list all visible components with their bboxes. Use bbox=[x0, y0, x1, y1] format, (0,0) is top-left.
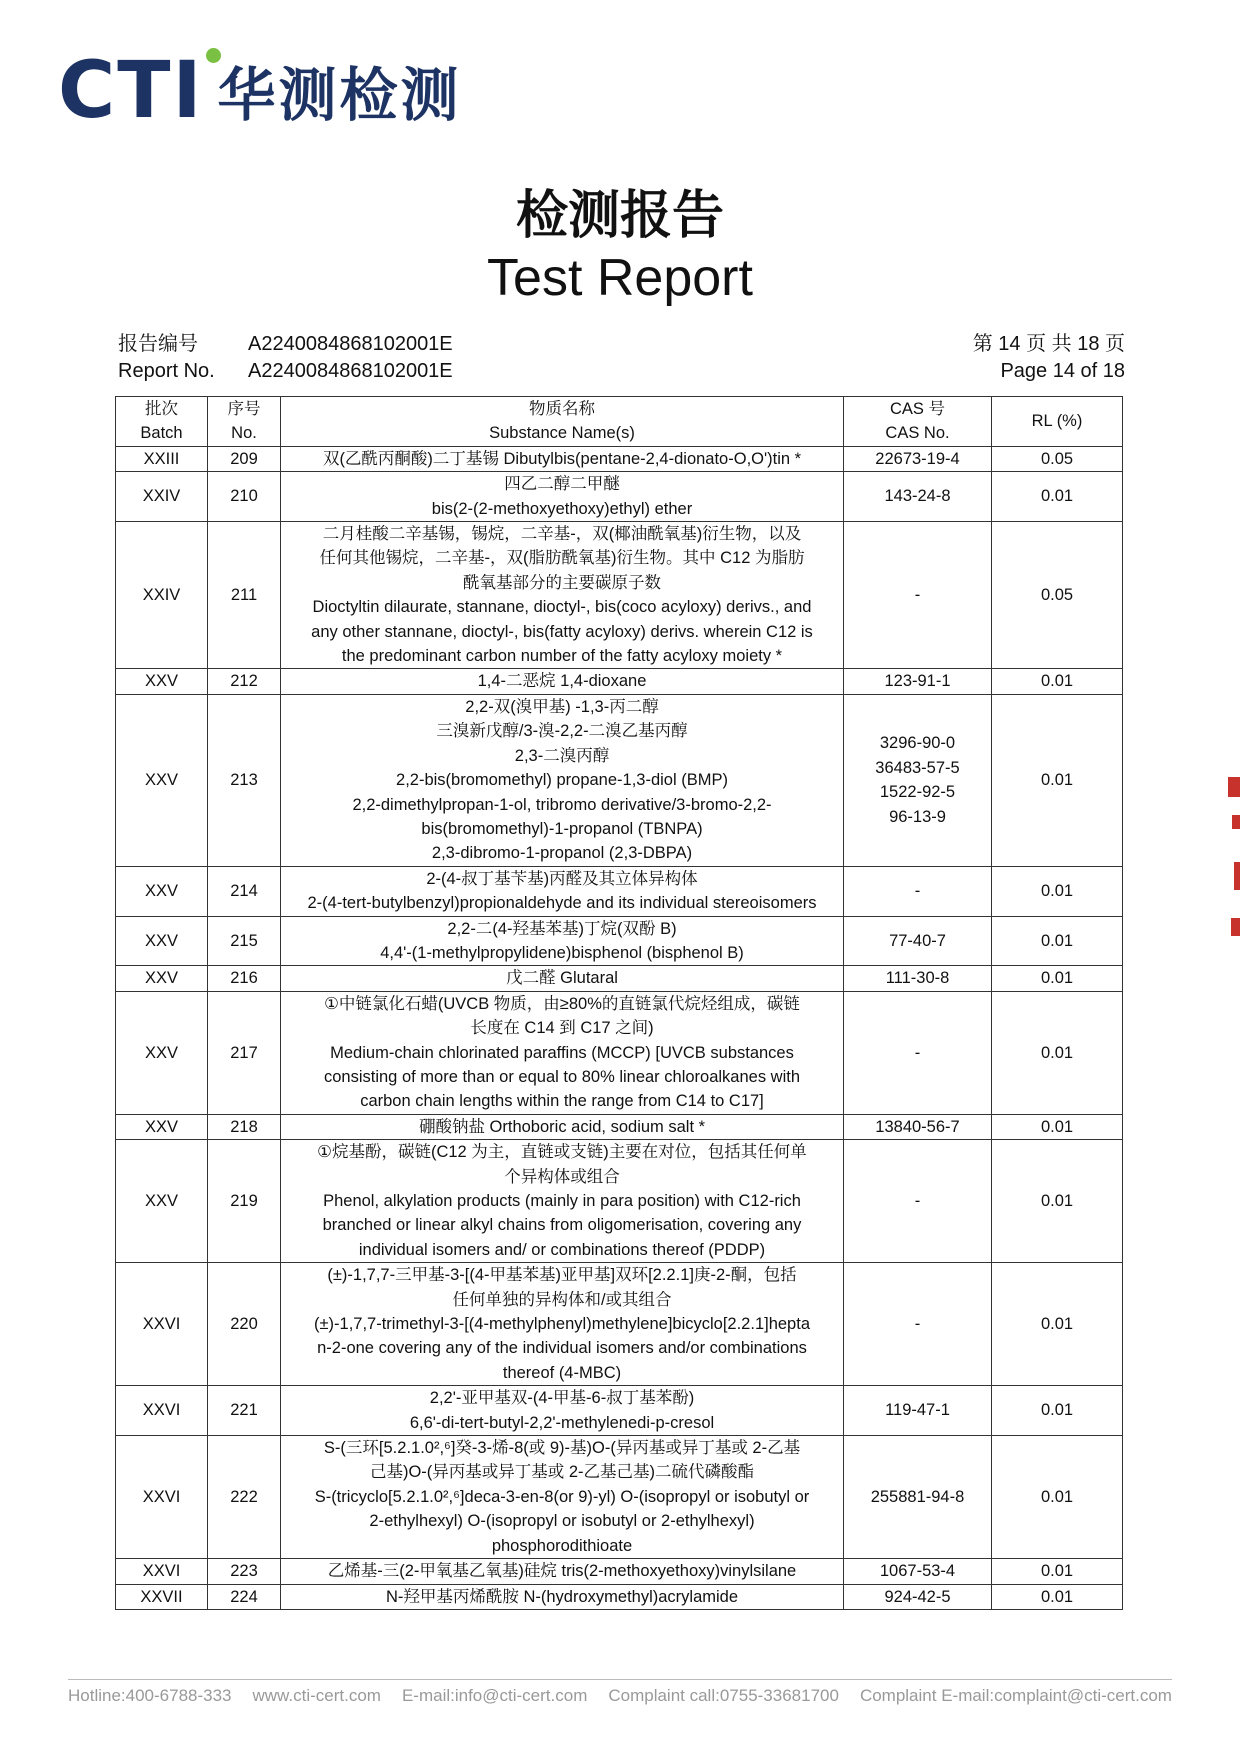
header-cas bbox=[844, 397, 992, 447]
cas-cell bbox=[844, 966, 992, 991]
no-cell: 214 bbox=[208, 866, 281, 916]
substance-line: 双(乙酰丙酮酸)二丁基锡 Dibutylbis(pentane-2,4-dionato-O,O')tin * bbox=[322, 449, 802, 468]
substance-line: 2,2'-亚甲基双-(4-甲基-6-叔丁基苯酚) bbox=[429, 1389, 695, 1408]
substance-line: 2,2-bis(bromomethyl) propane-1,3-diol (BMP) bbox=[396, 771, 728, 790]
cas-number: 36483-57-5 bbox=[875, 758, 960, 777]
table-row bbox=[116, 916, 1123, 966]
rl-cell: 0.01 bbox=[992, 1436, 1123, 1559]
cas-cell bbox=[844, 1584, 992, 1609]
cas-cell bbox=[844, 1559, 992, 1584]
report-number-block bbox=[118, 331, 453, 385]
substance-cell bbox=[281, 669, 844, 694]
substance-line: 戊二醛 Glutaral bbox=[506, 969, 618, 988]
rl-cell: 0.01 bbox=[992, 694, 1123, 866]
rl-cell: 0.01 bbox=[992, 991, 1123, 1114]
substance-line: bis(bromomethyl)-1-propanol (TBNPA) bbox=[421, 819, 703, 838]
batch-cell: XXIII bbox=[116, 446, 208, 471]
footer-website[interactable]: www.cti-cert.com bbox=[252, 1686, 381, 1705]
header-batch-en: Batch bbox=[140, 424, 183, 443]
cas-number: 1067-53-4 bbox=[879, 1562, 956, 1581]
substance-line: 2,3-dibromo-1-propanol (2,3-DBPA) bbox=[431, 844, 693, 863]
substance-line: Phenol, alkylation products (mainly in para position) with C12-rich bbox=[323, 1192, 801, 1210]
report-label-en: Report No. bbox=[118, 360, 215, 382]
batch-cell: XXVI bbox=[116, 1263, 208, 1386]
substance-cell bbox=[281, 1584, 844, 1609]
header-no bbox=[208, 397, 281, 447]
page-cn: 第 14 页 共 18 页 bbox=[972, 333, 1125, 355]
substance-cell bbox=[281, 991, 844, 1114]
cas-cell bbox=[844, 1140, 992, 1263]
substance-line: 任何单独的异构体和/或其组合 bbox=[452, 1290, 672, 1309]
table-row bbox=[116, 1114, 1123, 1139]
cas-number: - bbox=[914, 1192, 921, 1210]
substance-line: individual isomers and/ or combinations thereof (PDDP) bbox=[358, 1240, 766, 1259]
cas-cell bbox=[844, 694, 992, 866]
rl-cell: 0.01 bbox=[992, 1140, 1123, 1263]
table-row bbox=[116, 694, 1123, 866]
substance-line: Dioctyltin dilaurate, stannane, dioctyl-, bis(coco acyloxy) derivs., and bbox=[312, 598, 812, 617]
table-row bbox=[116, 1386, 1123, 1436]
substance-line: any other stannane, dioctyl-, bis(fatty acyloxy) derivs. wherein C12 is bbox=[311, 622, 813, 641]
batch-cell: XXIV bbox=[116, 522, 208, 669]
footer-divider bbox=[68, 1679, 1172, 1680]
substance-line: 1,4-二恶烷 1,4-dioxane bbox=[477, 672, 647, 691]
header-cas-en: CAS No. bbox=[885, 424, 950, 443]
cas-number: - bbox=[914, 1315, 921, 1334]
substance-line: 酰氧基部分的主要碳原子数 bbox=[463, 573, 661, 592]
substance-cell bbox=[281, 966, 844, 991]
table-body bbox=[116, 446, 1123, 1609]
rl-cell: 0.01 bbox=[992, 1559, 1123, 1584]
no-cell: 221 bbox=[208, 1386, 281, 1436]
substance-line: (±)-1,7,7-三甲基-3-[(4-甲基苯基)亚甲基]双环[2.2.1]庚-2-酮，包括 bbox=[327, 1266, 797, 1285]
no-cell: 216 bbox=[208, 966, 281, 991]
seal-stamp-fragment bbox=[1234, 862, 1240, 890]
cas-number: - bbox=[914, 881, 921, 900]
footer bbox=[68, 1686, 1172, 1706]
table-row bbox=[116, 1140, 1123, 1263]
cas-number: 111-30-8 bbox=[885, 969, 950, 988]
substance-line: carbon chain lengths within the range from C14 to C17] bbox=[360, 1092, 764, 1111]
table-row bbox=[116, 446, 1123, 471]
substance-line: 二月桂酸二辛基锡，锡烷，二辛基-，双(椰油酰氧基)衍生物，以及 bbox=[322, 525, 802, 544]
cas-number: 143-24-8 bbox=[884, 487, 951, 506]
cas-cell bbox=[844, 472, 992, 522]
logo-chinese: 华测检测 bbox=[217, 61, 462, 129]
substance-line: 乙烯基-三(2-甲氧基乙氧基)硅烷 tris(2-methoxyethoxy)vinylsilane bbox=[327, 1562, 797, 1581]
cas-cell bbox=[844, 1263, 992, 1386]
substance-cell bbox=[281, 446, 844, 471]
footer-email[interactable]: E-mail:info@cti-cert.com bbox=[401, 1686, 588, 1705]
cas-cell bbox=[844, 446, 992, 471]
footer-hotline: Hotline:400-6788-333 bbox=[68, 1686, 232, 1705]
substance-line: 2-(4-tert-butylbenzyl)propionaldehyde and its individual stereoisomers bbox=[307, 894, 817, 913]
substance-line: thereof (4-MBC) bbox=[502, 1363, 622, 1382]
header-substance-cn: 物质名称 bbox=[529, 400, 595, 418]
batch-cell: XXV bbox=[116, 1140, 208, 1263]
cas-number: 77-40-7 bbox=[889, 931, 946, 950]
footer-complaint-email[interactable]: Complaint E-mail:complaint@cti-cert.com bbox=[859, 1686, 1172, 1705]
rl-cell: 0.01 bbox=[992, 866, 1123, 916]
batch-cell: XXIV bbox=[116, 472, 208, 522]
no-cell: 210 bbox=[208, 472, 281, 522]
cas-number: 123-91-1 bbox=[884, 672, 951, 691]
table-row bbox=[116, 522, 1123, 669]
substance-line: 己基)O-(异丙基或异丁基或 2-乙基己基)二硫代磷酸酯 bbox=[369, 1463, 755, 1482]
substance-line: ①中链氯化石蜡(UVCB 物质，由≥80%的直链氯代烷烃组成，碳链 bbox=[324, 994, 800, 1013]
no-cell: 223 bbox=[208, 1559, 281, 1584]
header-cas-cn: CAS 号 bbox=[889, 400, 945, 418]
header-no-en: No. bbox=[231, 424, 257, 443]
seal-stamp-fragment bbox=[1228, 777, 1240, 797]
seal-stamp-fragment bbox=[1231, 918, 1240, 936]
substance-line: n-2-one covering any of the individual isomers and/or combinations bbox=[317, 1339, 807, 1358]
substance-cell bbox=[281, 1386, 844, 1436]
substance-line: 个异构体或组合 bbox=[504, 1167, 620, 1186]
table-row bbox=[116, 1263, 1123, 1386]
substance-cell bbox=[281, 1114, 844, 1139]
no-cell: 213 bbox=[208, 694, 281, 866]
cas-number: 3296-90-0 bbox=[879, 734, 956, 753]
table-row bbox=[116, 472, 1123, 522]
substance-line: 硼酸钠盐 Orthoboric acid, sodium salt * bbox=[418, 1117, 706, 1136]
header-substance-en: Substance Name(s) bbox=[489, 424, 635, 443]
substance-line: S-(tricyclo[5.2.1.0²,⁶]deca-3-en-8(or 9)-yl) O-(isopropyl or isobutyl or bbox=[314, 1487, 810, 1506]
rl-cell: 0.01 bbox=[992, 916, 1123, 966]
substance-cell bbox=[281, 1559, 844, 1584]
table-row bbox=[116, 966, 1123, 991]
no-cell: 211 bbox=[208, 522, 281, 669]
substance-line: the predominant carbon number of the fatty acyloxy moiety * bbox=[341, 647, 783, 666]
substance-line: Medium-chain chlorinated paraffins (MCCP) [UVCB substances bbox=[330, 1043, 794, 1062]
substance-line: 2-(4-叔丁基苄基)丙醛及其立体异构体 bbox=[426, 869, 698, 888]
substance-line: branched or linear alkyl chains from oligomerisation, covering any bbox=[322, 1216, 802, 1235]
rl-cell: 0.05 bbox=[992, 522, 1123, 669]
seal-stamp-fragment bbox=[1232, 815, 1240, 829]
substance-cell bbox=[281, 866, 844, 916]
substance-line: 2,2-dimethylpropan-1-ol, tribromo derivative/3-bromo-2,2- bbox=[352, 795, 772, 814]
rl-cell: 0.01 bbox=[992, 472, 1123, 522]
substance-line: 2,3-二溴丙醇 bbox=[514, 746, 610, 765]
no-cell: 212 bbox=[208, 669, 281, 694]
cas-cell bbox=[844, 522, 992, 669]
cas-cell bbox=[844, 1114, 992, 1139]
batch-cell: XXV bbox=[116, 866, 208, 916]
rl-cell: 0.01 bbox=[992, 1114, 1123, 1139]
table-header-row bbox=[116, 397, 1123, 447]
page-en: Page 14 of 18 bbox=[1000, 360, 1125, 382]
no-cell: 222 bbox=[208, 1436, 281, 1559]
page-indicator bbox=[973, 331, 1125, 385]
table-row bbox=[116, 1436, 1123, 1559]
substance-cell bbox=[281, 1436, 844, 1559]
no-cell: 217 bbox=[208, 991, 281, 1114]
cas-number: 96-13-9 bbox=[889, 807, 946, 826]
batch-cell: XXV bbox=[116, 669, 208, 694]
substance-line: 4,4'-(1-methylpropylidene)bisphenol (bisphenol B) bbox=[380, 943, 744, 962]
substance-cell bbox=[281, 1263, 844, 1386]
cas-cell bbox=[844, 866, 992, 916]
substance-cell bbox=[281, 694, 844, 866]
substance-cell bbox=[281, 916, 844, 966]
rl-cell: 0.01 bbox=[992, 966, 1123, 991]
table-row bbox=[116, 1584, 1123, 1609]
cas-number: 255881-94-8 bbox=[870, 1487, 965, 1506]
report-number-cn: A2240084868102001E bbox=[248, 333, 453, 355]
batch-cell: XXV bbox=[116, 916, 208, 966]
substance-line: 2,2-双(溴甲基) -1,3-丙二醇 bbox=[465, 697, 659, 716]
substance-cell bbox=[281, 472, 844, 522]
no-cell: 220 bbox=[208, 1263, 281, 1386]
batch-cell: XXV bbox=[116, 966, 208, 991]
table-row bbox=[116, 866, 1123, 916]
batch-cell: XXVI bbox=[116, 1436, 208, 1559]
no-cell: 219 bbox=[208, 1140, 281, 1263]
cas-number: 13840-56-7 bbox=[875, 1117, 960, 1136]
header-rl: RL (%) bbox=[992, 397, 1123, 447]
cas-number: 22673-19-4 bbox=[875, 449, 960, 468]
cas-number: 1522-92-5 bbox=[879, 783, 956, 802]
no-cell: 224 bbox=[208, 1584, 281, 1609]
logo-brand: CTI bbox=[58, 46, 204, 136]
cas-number: 119-47-1 bbox=[885, 1401, 950, 1420]
batch-cell: XXVI bbox=[116, 1559, 208, 1584]
substance-line: 四乙二醇二甲醚 bbox=[504, 475, 620, 494]
table-row bbox=[116, 1559, 1123, 1584]
substance-line: N-羟甲基丙烯酰胺 N-(hydroxymethyl)acrylamide bbox=[385, 1587, 739, 1606]
title-english: Test Report bbox=[487, 249, 753, 307]
rl-cell: 0.01 bbox=[992, 1584, 1123, 1609]
header-substance bbox=[281, 397, 844, 447]
batch-cell: XXVI bbox=[116, 1386, 208, 1436]
report-label-cn: 报告编号 bbox=[118, 333, 198, 355]
cas-cell bbox=[844, 991, 992, 1114]
batch-cell: XXV bbox=[116, 694, 208, 866]
substance-cell bbox=[281, 1140, 844, 1263]
batch-cell: XXVII bbox=[116, 1584, 208, 1609]
header-batch bbox=[116, 397, 208, 447]
cas-cell bbox=[844, 916, 992, 966]
cas-number: - bbox=[914, 1043, 921, 1062]
substance-cell bbox=[281, 522, 844, 669]
cti-logo bbox=[58, 46, 462, 136]
cas-cell bbox=[844, 1436, 992, 1559]
header-batch-cn: 批次 bbox=[145, 400, 178, 418]
no-cell: 215 bbox=[208, 916, 281, 966]
rl-cell: 0.05 bbox=[992, 446, 1123, 471]
substance-line: ①烷基酚，碳链(C12 为主，直链或支链)主要在对位，包括其任何单 bbox=[317, 1143, 807, 1162]
no-cell: 218 bbox=[208, 1114, 281, 1139]
rl-cell: 0.01 bbox=[992, 1263, 1123, 1386]
no-cell: 209 bbox=[208, 446, 281, 471]
substance-line: 6,6'-di-tert-butyl-2,2'-methylenedi-p-cresol bbox=[409, 1413, 715, 1432]
batch-cell: XXV bbox=[116, 1114, 208, 1139]
table-row bbox=[116, 991, 1123, 1114]
substance-line: 长度在 C14 到 C17 之间) bbox=[470, 1019, 654, 1038]
logo-dot bbox=[206, 48, 221, 63]
rl-cell: 0.01 bbox=[992, 1386, 1123, 1436]
batch-cell: XXV bbox=[116, 991, 208, 1114]
substance-line: 2,2-二(4-羟基苯基)丁烷(双酚 B) bbox=[447, 919, 677, 938]
header-no-cn: 序号 bbox=[227, 400, 261, 418]
substance-line: consisting of more than or equal to 80% linear chloroalkanes with bbox=[323, 1067, 801, 1086]
cas-cell bbox=[844, 1386, 992, 1436]
substance-line: S-(三环[5.2.1.0²,⁶]癸-3-烯-8(或 9)-基)O-(异丙基或异丁基或 2-乙基 bbox=[323, 1439, 801, 1458]
substance-table bbox=[115, 396, 1123, 1610]
report-number-en: A2240084868102001E bbox=[248, 360, 453, 382]
substance-line: bis(2-(2-methoxyethoxy)ethyl) ether bbox=[431, 499, 693, 518]
table-row bbox=[116, 669, 1123, 694]
substance-line: (±)-1,7,7-trimethyl-3-[(4-methylphenyl)methylene]bicyclo[2.2.1]hepta bbox=[313, 1315, 810, 1334]
substance-line: 三溴新戊醇/3-溴-2,2-二溴乙基丙醇 bbox=[436, 722, 688, 741]
cas-number: - bbox=[914, 586, 921, 605]
footer-complaint-call: Complaint call:0755-33681700 bbox=[608, 1686, 839, 1705]
substance-line: phosphorodithioate bbox=[491, 1536, 633, 1555]
title-chinese: 检测报告 bbox=[515, 185, 724, 246]
cas-cell bbox=[844, 669, 992, 694]
cas-number: 924-42-5 bbox=[884, 1587, 951, 1606]
rl-cell: 0.01 bbox=[992, 669, 1123, 694]
substance-line: 任何其他锡烷，二辛基-，双(脂肪酰氧基)衍生物。其中 C12 为脂肪 bbox=[319, 549, 805, 568]
substance-line: 2-ethylhexyl) O-(isopropyl or isobutyl or 2-ethylhexyl) bbox=[369, 1512, 755, 1531]
